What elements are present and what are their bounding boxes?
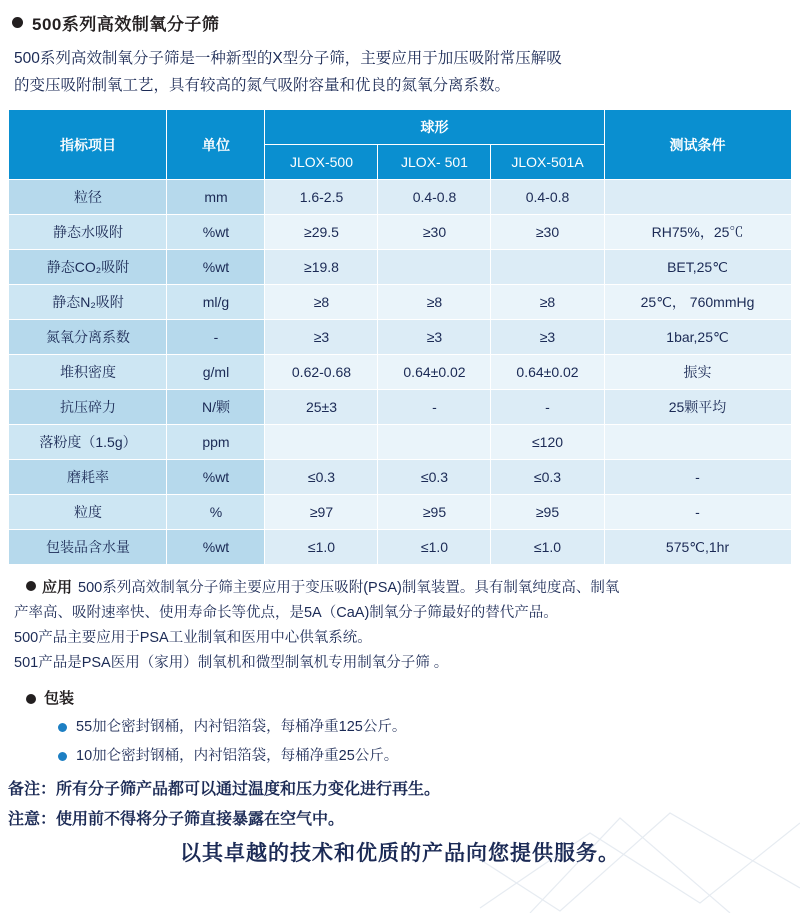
row-value-501: ≤0.3 bbox=[378, 460, 491, 495]
row-value-501a: ≥3 bbox=[491, 320, 604, 355]
blue-bullet-icon bbox=[58, 723, 67, 732]
row-value-501: 0.4-0.8 bbox=[378, 180, 491, 215]
row-condition: - bbox=[604, 460, 791, 495]
application-section bbox=[0, 575, 800, 769]
application-line-1: 500系列高效制氧分子筛主要应用于变压吸附(PSA)制氧装置。具有制氧纯度高、制氧 bbox=[78, 580, 620, 596]
table-header-row-1 bbox=[9, 110, 791, 145]
note-caution: 注意：使用前不得将分子筛直接暴露在空气中。 bbox=[8, 811, 345, 828]
row-value-501: ≥30 bbox=[378, 215, 491, 250]
table-row bbox=[9, 180, 791, 215]
row-value-501a: ≤120 bbox=[491, 425, 604, 460]
intro-paragraph bbox=[0, 41, 800, 109]
row-item: 磨耗率 bbox=[9, 460, 167, 495]
row-value-501: ≥3 bbox=[378, 320, 491, 355]
row-item: 静态水吸附 bbox=[9, 215, 167, 250]
intro-line-2: 的变压吸附制氧工艺，具有较高的氮气吸附容量和优良的氮氧分离系数。 bbox=[14, 77, 511, 94]
packaging-heading bbox=[14, 686, 786, 711]
table-row bbox=[9, 425, 791, 460]
page-title-row bbox=[0, 0, 800, 41]
row-condition bbox=[604, 425, 791, 460]
packaging-label: 包装 bbox=[44, 690, 75, 707]
row-item: 粒度 bbox=[9, 495, 167, 530]
packaging-item-1: 55加仑密封钢桶，内衬铝箔袋，每桶净重125公斤。 bbox=[76, 719, 407, 735]
row-item: 抗压碎力 bbox=[9, 390, 167, 425]
row-item: 静态CO₂吸附 bbox=[9, 250, 167, 285]
blue-bullet-icon bbox=[58, 752, 67, 761]
row-value-501: ≤1.0 bbox=[378, 530, 491, 565]
row-condition: - bbox=[604, 495, 791, 530]
row-value-501a: 0.4-0.8 bbox=[491, 180, 604, 215]
row-value-500: 25±3 bbox=[265, 390, 378, 425]
bullet-dot-icon bbox=[12, 17, 23, 28]
row-unit: %wt bbox=[167, 460, 265, 495]
table-row bbox=[9, 285, 791, 320]
packaging-item-2: 10加仑密封钢桶，内衬铝箔袋，每桶净重25公斤。 bbox=[76, 748, 399, 764]
row-value-500: ≤0.3 bbox=[265, 460, 378, 495]
table-row bbox=[9, 215, 791, 250]
row-unit: %wt bbox=[167, 250, 265, 285]
row-item: 落粉度（1.5g） bbox=[9, 425, 167, 460]
row-value-501 bbox=[378, 425, 491, 460]
footer-notes bbox=[0, 769, 800, 835]
row-unit: mm bbox=[167, 180, 265, 215]
row-value-500: ≥29.5 bbox=[265, 215, 378, 250]
row-condition: 1bar,25℃ bbox=[604, 320, 791, 355]
row-value-500: ≥19.8 bbox=[265, 250, 378, 285]
row-condition: 25℃， 760mmHg bbox=[604, 285, 791, 320]
header-unit: 单位 bbox=[167, 110, 265, 180]
header-product-jlox-501a: JLOX-501A bbox=[491, 145, 604, 180]
bullet-dot-icon bbox=[26, 694, 36, 704]
note-remark: 备注：所有分子筛产品都可以通过温度和压力变化进行再生。 bbox=[8, 781, 441, 798]
row-value-500: ≤1.0 bbox=[265, 530, 378, 565]
table-row bbox=[9, 495, 791, 530]
row-value-501a: 0.64±0.02 bbox=[491, 355, 604, 390]
row-value-501 bbox=[378, 250, 491, 285]
row-value-501a: ≥8 bbox=[491, 285, 604, 320]
row-condition: BET,25℃ bbox=[604, 250, 791, 285]
list-item bbox=[58, 744, 786, 769]
header-product-jlox-501: JLOX- 501 bbox=[378, 145, 491, 180]
row-value-501a: ≤1.0 bbox=[491, 530, 604, 565]
row-item: 粒径 bbox=[9, 180, 167, 215]
row-unit: %wt bbox=[167, 530, 265, 565]
row-unit: ml/g bbox=[167, 285, 265, 320]
row-value-501: ≥8 bbox=[378, 285, 491, 320]
row-value-501: - bbox=[378, 390, 491, 425]
header-group-spherical: 球形 bbox=[265, 110, 604, 145]
application-label: 应用 bbox=[42, 579, 73, 596]
row-item: 氮氧分离系数 bbox=[9, 320, 167, 355]
row-value-501a: ≥30 bbox=[491, 215, 604, 250]
row-condition: RH75%，25℃ bbox=[604, 215, 791, 250]
table-row bbox=[9, 390, 791, 425]
row-value-500 bbox=[265, 425, 378, 460]
row-condition: 振实 bbox=[604, 355, 791, 390]
row-condition: 25颗平均 bbox=[604, 390, 791, 425]
row-unit: N/颗 bbox=[167, 390, 265, 425]
row-value-500: ≥3 bbox=[265, 320, 378, 355]
row-value-501a: ≥95 bbox=[491, 495, 604, 530]
row-item: 堆积密度 bbox=[9, 355, 167, 390]
row-value-501: 0.64±0.02 bbox=[378, 355, 491, 390]
row-value-500: 0.62-0.68 bbox=[265, 355, 378, 390]
list-item bbox=[58, 715, 786, 740]
row-value-501a: - bbox=[491, 390, 604, 425]
slogan: 以其卓越的技术和优质的产品向您提供服务。 bbox=[180, 842, 620, 865]
header-item: 指标项目 bbox=[9, 110, 167, 180]
row-value-500: ≥8 bbox=[265, 285, 378, 320]
bullet-dot-icon bbox=[26, 581, 36, 591]
table-body bbox=[9, 180, 791, 565]
row-unit: ppm bbox=[167, 425, 265, 460]
row-value-501a bbox=[491, 250, 604, 285]
row-item: 包装品含水量 bbox=[9, 530, 167, 565]
row-value-501a: ≤0.3 bbox=[491, 460, 604, 495]
row-condition bbox=[604, 180, 791, 215]
application-heading bbox=[14, 575, 786, 601]
row-unit: - bbox=[167, 320, 265, 355]
row-unit: %wt bbox=[167, 215, 265, 250]
application-line-4: 501产品是PSA医用（家用）制氧机和微型制氧机专用制氧分子筛 。 bbox=[14, 655, 449, 671]
table-row bbox=[9, 250, 791, 285]
table-row bbox=[9, 355, 791, 390]
row-value-500: ≥97 bbox=[265, 495, 378, 530]
intro-line-1: 500系列高效制氧分子筛是一种新型的X型分子筛，主要应用于加压吸附常压解吸 bbox=[14, 50, 562, 67]
row-value-501: ≥95 bbox=[378, 495, 491, 530]
page-title: 500系列高效制氧分子筛 bbox=[32, 15, 220, 34]
header-test-condition: 测试条件 bbox=[604, 110, 791, 180]
row-item: 静态N₂吸附 bbox=[9, 285, 167, 320]
table-row bbox=[9, 320, 791, 355]
row-condition: 575℃,1hr bbox=[604, 530, 791, 565]
specification-table bbox=[8, 109, 791, 565]
table-row bbox=[9, 460, 791, 495]
table-row bbox=[9, 530, 791, 565]
row-unit: % bbox=[167, 495, 265, 530]
application-line-2: 产率高、吸附速率快、使用寿命长等优点，是5A（CaA)制氧分子筛最好的替代产品。 bbox=[14, 605, 558, 621]
row-unit: g/ml bbox=[167, 355, 265, 390]
application-line-3: 500产品主要应用于PSA工业制氧和医用中心供氧系统。 bbox=[14, 630, 372, 646]
row-value-500: 1.6-2.5 bbox=[265, 180, 378, 215]
header-product-jlox-500: JLOX-500 bbox=[265, 145, 378, 180]
